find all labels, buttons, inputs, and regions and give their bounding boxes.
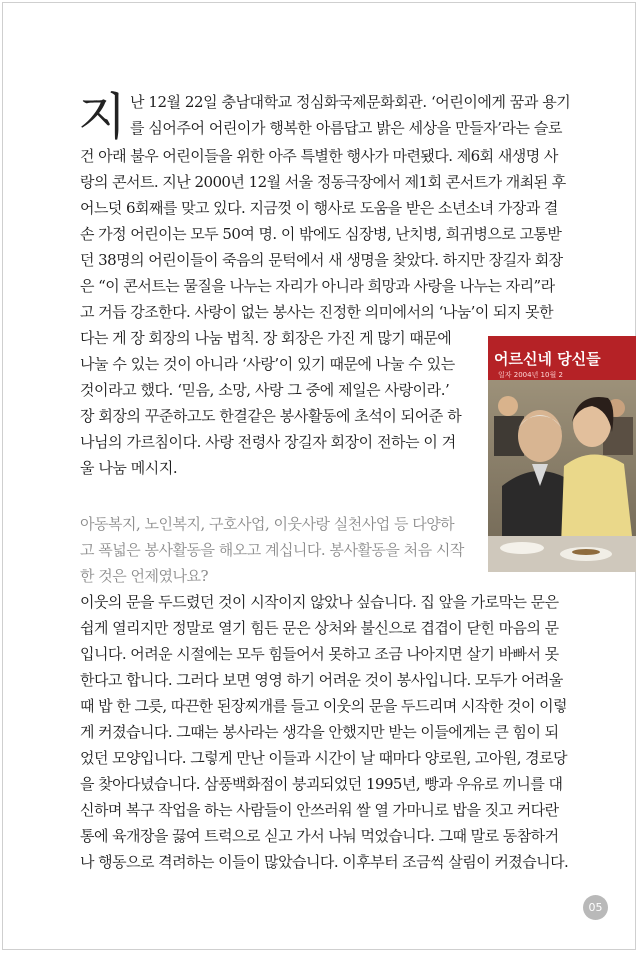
- intro-line: 손 가정 어린이는 모두 50여 명. 이 밖에도 심장병, 난치병, 희귀병으로 고통받: [80, 225, 562, 243]
- event-photo-illustration: [488, 336, 636, 572]
- event-photo: [488, 336, 636, 572]
- answer-line: 게 커졌습니다. 그때는 봉사라는 생각을 안했지만 받는 이들에게는 큰 힘이 되: [80, 723, 559, 741]
- intro-line: 나님의 가르침이다. 사랑 전령사 장길자 회장이 전하는 이 겨: [80, 433, 456, 451]
- intro-line: 나눌 수 있는 것이 아니라 ‘사랑’이 있기 때문에 나눌 수 있는: [80, 355, 455, 373]
- intro-line: 울 나눔 메시지.: [80, 459, 178, 477]
- intro-line: 던 38명의 어린이들이 죽음의 문턱에서 새 생명을 찾았다. 하지만 장길자 회장: [80, 251, 563, 269]
- banner-subtext: 일자 2004년 10월 2: [498, 371, 563, 379]
- question-line: 한 것은 언제였나요?: [80, 567, 208, 585]
- answer-line: 때 밥 한 그릇, 따끈한 된장찌개를 들고 이웃의 문을 두드리며 시작한 것이 이렇: [80, 697, 567, 715]
- drop-cap: 지: [78, 88, 127, 146]
- intro-line: 다는 게 장 회장의 나눔 법칙. 장 회장은 가진 게 많기 때문에: [80, 329, 452, 347]
- intro-line: 은 “이 콘서트는 물질을 나누는 자리가 아니라 희망과 사랑을 나누는 자리”라: [80, 277, 555, 295]
- intro-line: 건 아래 불우 어린이들을 위한 아주 특별한 행사가 마련됐다. 제6회 새생명 사: [80, 147, 558, 165]
- answer-line: 었던 모양입니다. 그렇게 만난 이들과 시간이 날 때마다 양로원, 고아원, 경로당: [80, 749, 567, 767]
- intro-line: 고 거듭 강조한다. 사랑이 없는 봉사는 진정한 의미에서의 ‘나눔’이 되지 못한: [80, 303, 554, 321]
- intro-line: 를 심어주어 어린이가 행복한 아름답고 밝은 세상을 만들자’라는 슬로: [130, 119, 562, 137]
- intro-line: 어느덧 6회째를 맞고 있다. 지금껏 이 행사로 도움을 받은 소년소녀 가장과 결: [80, 199, 558, 217]
- answer-line: 입니다. 어려운 시절에는 모두 힘들어서 못하고 조금 나아지면 살기 바빠서 못: [80, 645, 559, 663]
- intro-line: 것이라고 했다. ‘믿음, 소망, 사랑 그 중에 제일은 사랑이라.’: [80, 381, 450, 399]
- answer-line: 나 행동으로 격려하는 이들이 많았습니다. 이후부터 조금씩 살림이 커졌습니다.: [80, 853, 569, 871]
- answer-line: 통에 육개장을 끓여 트럭으로 싣고 가서 나눠 먹었습니다. 그때 말로 동참하거: [80, 827, 559, 845]
- question-line: 고 폭넓은 봉사활동을 해오고 계십니다. 봉사활동을 처음 시작: [80, 541, 464, 559]
- intro-line: 랑의 콘서트. 지난 2000년 12월 서울 정동극장에서 제1회 콘서트가 개최된 후: [80, 173, 566, 191]
- intro-line: 난 12월 22일 충남대학교 정심화국제문화회관. ‘어린이에게 꿈과 용기: [130, 93, 571, 111]
- answer-line: 신하며 복구 작업을 하는 사람들이 안쓰러워 쌀 열 가마니로 밥을 짓고 커다란: [80, 801, 559, 819]
- answer-line: 이웃의 문을 두드렸던 것이 시작이지 않았나 싶습니다. 집 앞을 가로막는 문은: [80, 593, 559, 611]
- answer-line: 을 찾아다녔습니다. 삼풍백화점이 붕괴되었던 1995년, 빵과 우유로 끼니를 대: [80, 775, 563, 793]
- page-number: 05: [583, 895, 608, 920]
- answer-line: 한다고 합니다. 그러다 보면 영영 하기 어려운 것이 봉사입니다. 모두가 어려울: [80, 671, 563, 689]
- banner-text: 어르신네 당신들: [494, 350, 601, 368]
- intro-line: 장 회장의 꾸준하고도 한결같은 봉사활동에 초석이 되어준 하: [80, 407, 462, 425]
- question-line: 아동복지, 노인복지, 구호사업, 이웃사랑 실천사업 등 다양하: [80, 515, 455, 533]
- answer-line: 쉽게 열리지만 정말로 열기 힘든 문은 상처와 불신으로 겹겹이 닫힌 마음의 문: [80, 619, 559, 637]
